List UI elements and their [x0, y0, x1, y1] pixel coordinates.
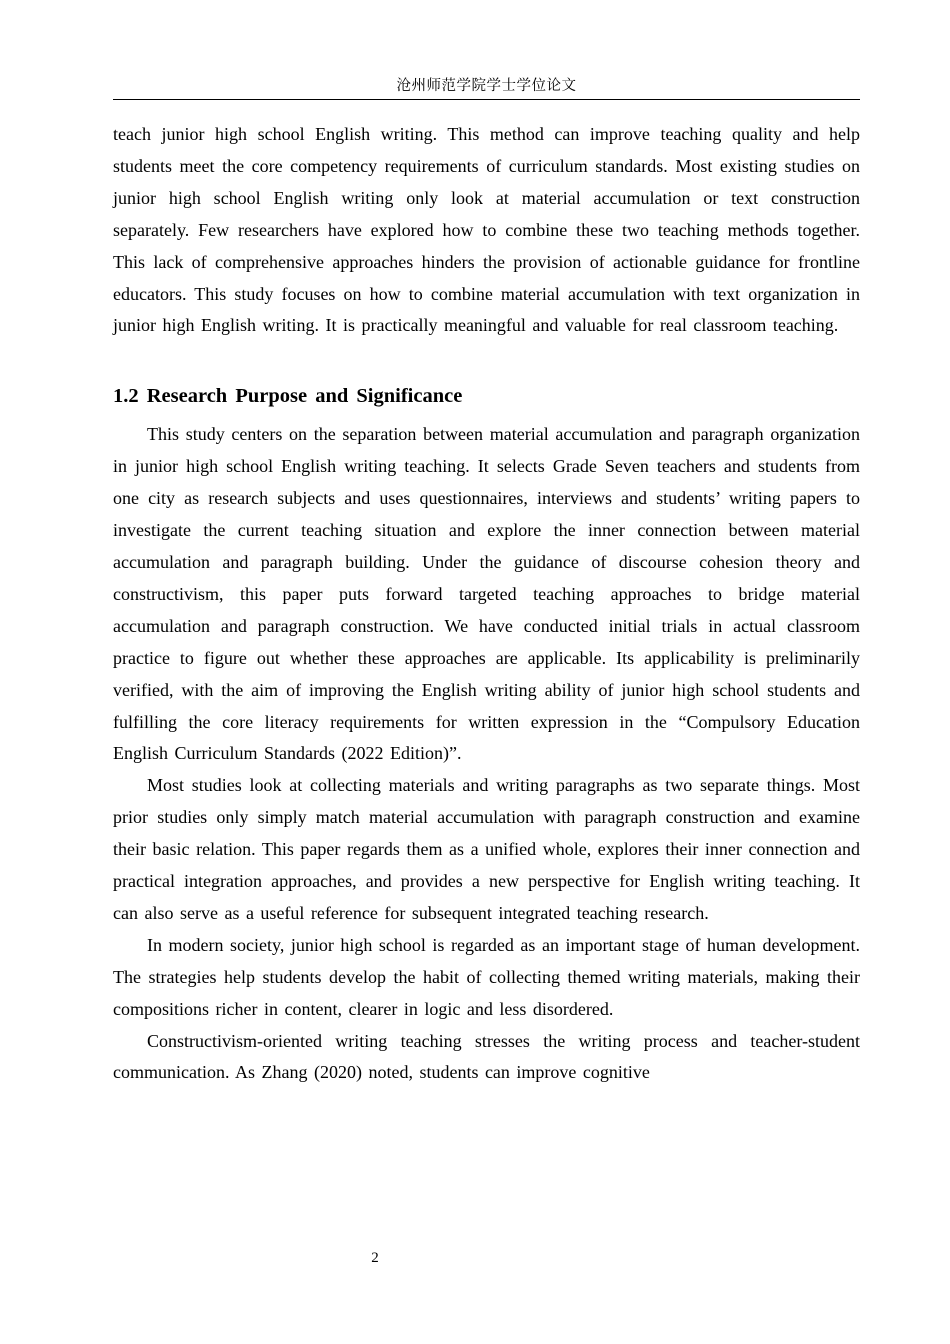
body-paragraph-3: In modern society, junior high school is regarded as an important stage of human development. The strategies help students develop the habit of collecting themed writing materials, making their compositions richer in content, clearer in logic and less disordered.: [113, 934, 860, 1019]
page-header-title: 沧州师范学院学士学位论文: [396, 78, 577, 94]
page-number: 2: [371, 1250, 379, 1266]
body-paragraph-1: This study centers on the separation between material accumulation and paragraph organization in junior high school English writing teaching. It selects Grade Seven teachers and students from one city as research subjects and uses questionnaires, interviews and students’ writing papers to investigate the current teaching situation and explore the inner connection between material accumulation and paragraph building. Under the guidance of discourse cohesion theory and constructivism, this paper puts forward targeted teaching approaches to bridge material accumulation and paragraph construction. We have conducted initial trials in actual classroom practice to figure out whether these approaches are applicable. Its applicability is preliminarily verified, with the aim of improving the English writing ability of junior high school students and fulfilling the core literacy requirements for written expression in the “Compulsory Education English Curriculum Standards (2022 Edition)”.: [113, 424, 860, 764]
body-paragraph-2: Most studies look at collecting materials and writing paragraphs as two separate things. Most prior studies only simply match material accumulation with paragraph construction and examine their basic relation. This paper regards them as a unified whole, explores their inner connection and practical integration approaches, and provides a new perspective for English writing teaching. It can also serve as a useful reference for subsequent integrated teaching research.: [113, 775, 860, 923]
intro-paragraph: teach junior high school English writing. This method can improve teaching quality and help students meet the core competency requirements of curriculum standards. Most existing studies on junior high school English writing only look at material accumulation or text construction separately. Few researchers have explored how to combine these two teaching methods together. This lack of comprehensive approaches hinders the provision of actionable guidance for frontline educators. This study focuses on how to combine material accumulation with text organization in junior high English writing. It is practically meaningful and valuable for real classroom teaching.: [113, 124, 860, 336]
header-divider: [113, 99, 860, 100]
page-body: [113, 119, 860, 1089]
body-paragraph-4: Constructivism-oriented writing teaching stresses the writing process and teacher-student communication. As Zhang (2020) noted, students can improve cognitive: [113, 1030, 860, 1083]
section-heading: 1.2 Research Purpose and Significance: [113, 385, 463, 408]
